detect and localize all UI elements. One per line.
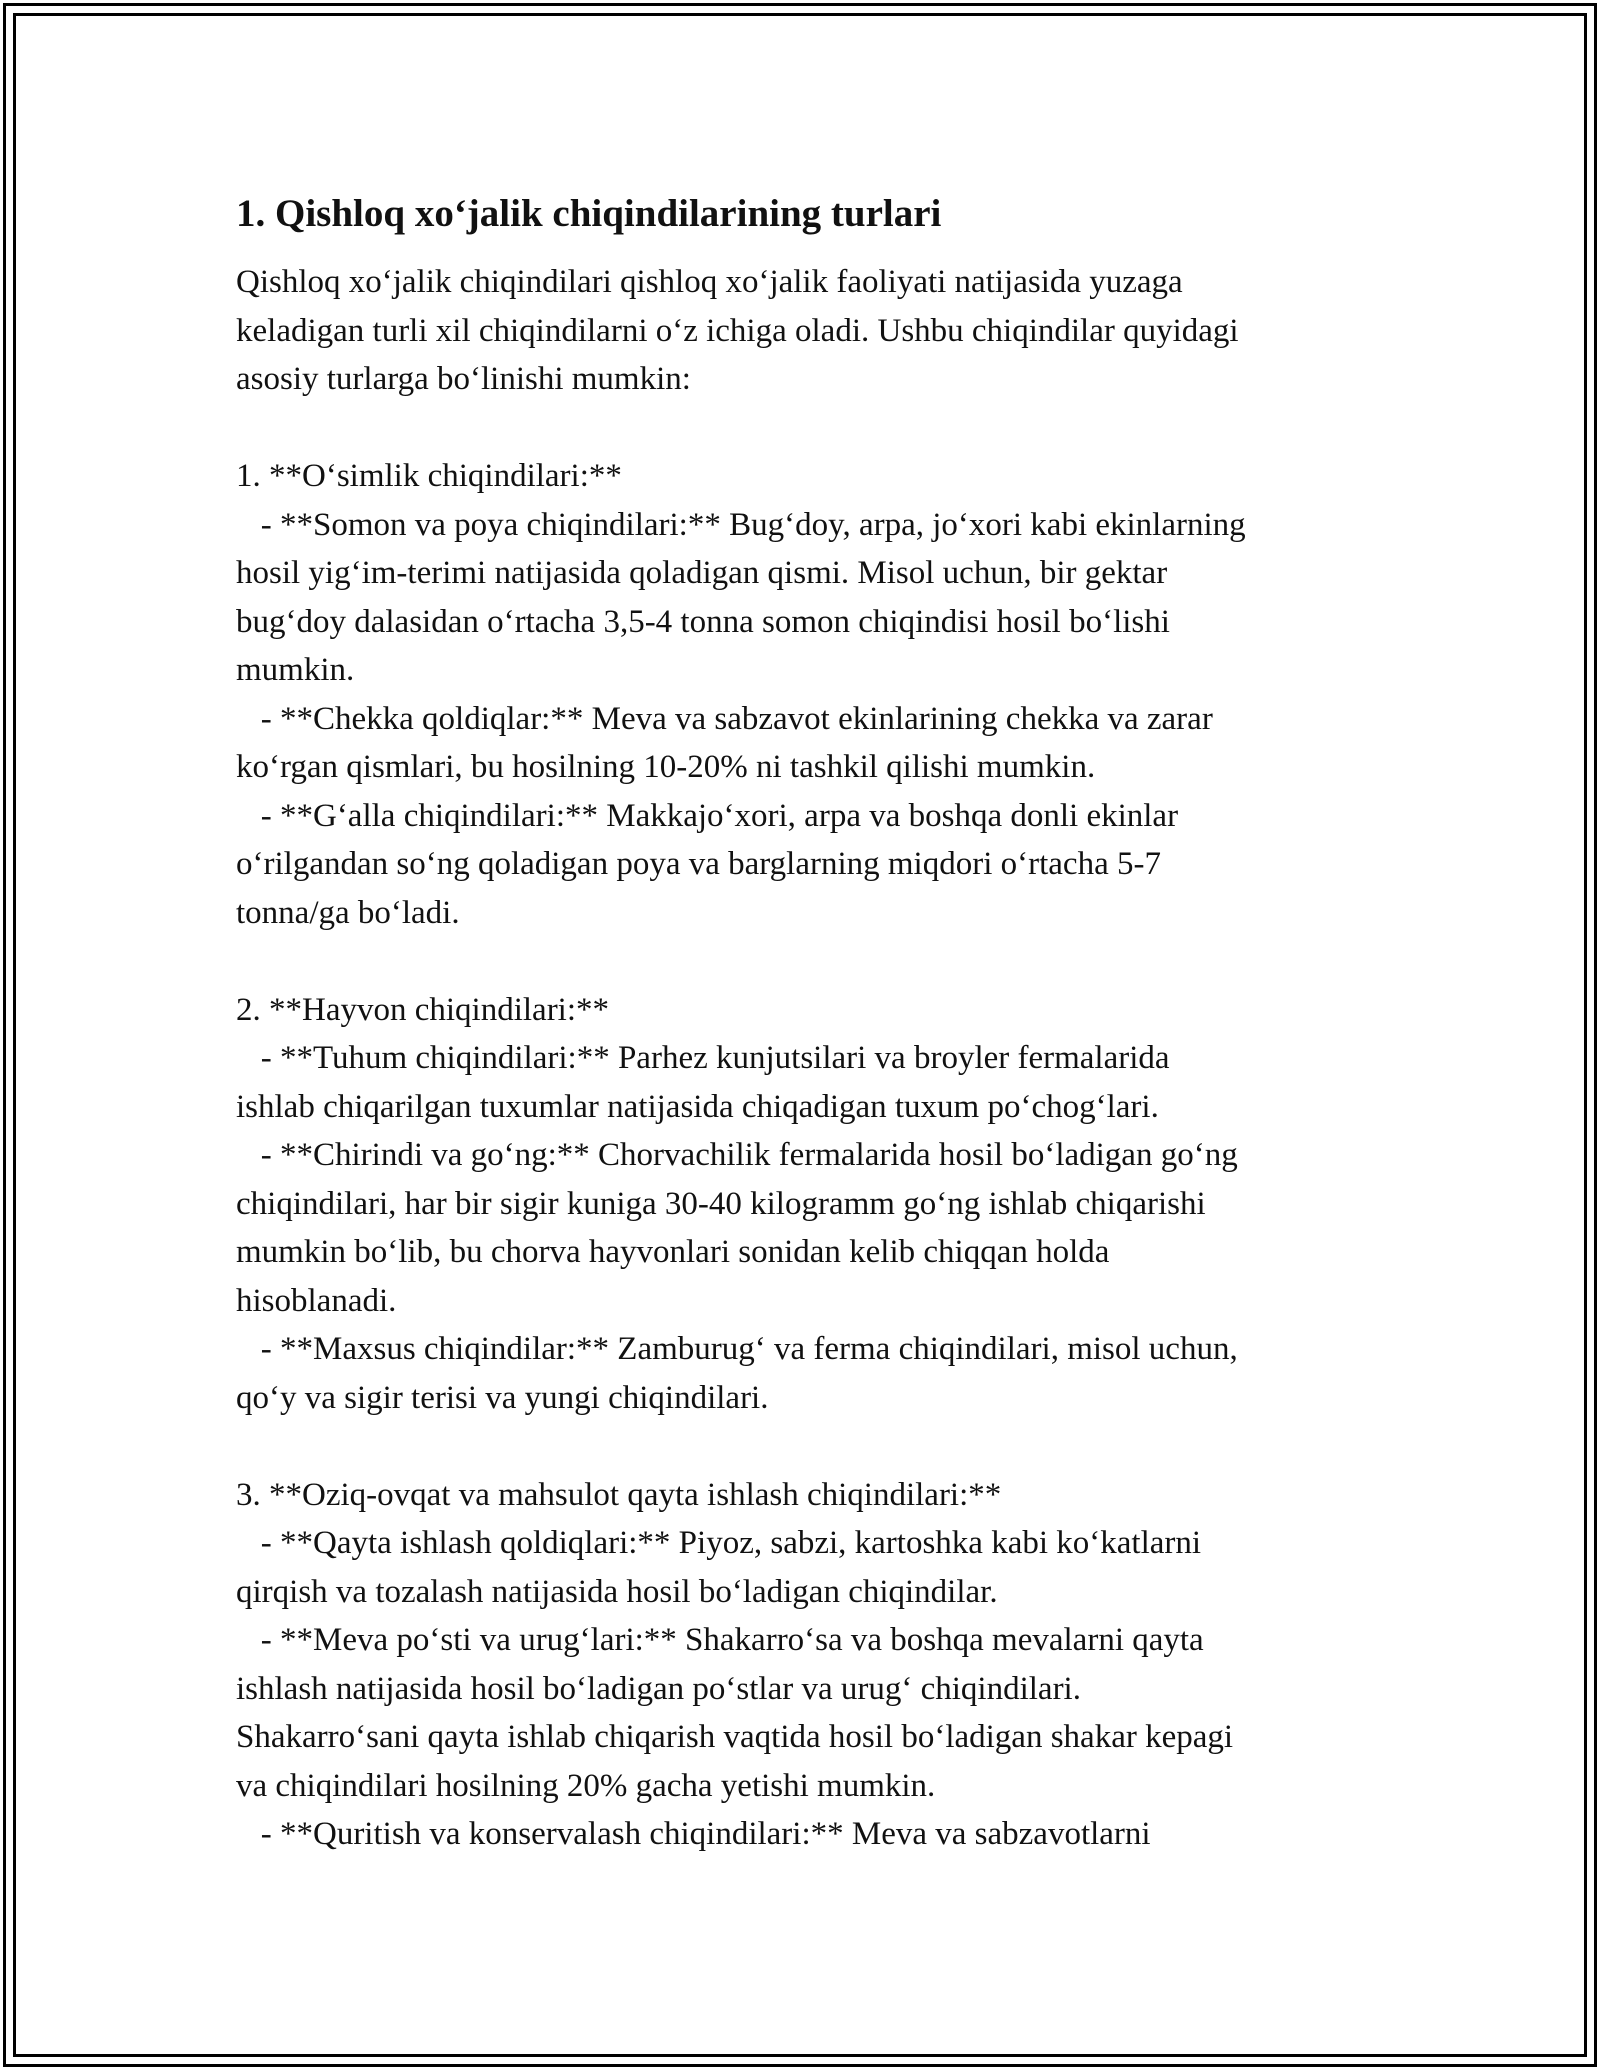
text-line: qirqish va tozalash natijasida hosil bo‘ladigan chiqindilar. <box>236 1573 998 1610</box>
text-line: qo‘y va sigir terisi va yungi chiqindilari. <box>236 1379 769 1416</box>
text-line: - **Qayta ishlash qoldiqlari:** Piyoz, sabzi, kartoshka kabi ko‘katlarni <box>236 1525 1202 1561</box>
text-line: o‘rilgandan so‘ng qoladigan poya va barglarning miqdori o‘rtacha 5-7 <box>236 846 1161 882</box>
blank-line <box>236 404 1386 453</box>
document-text <box>236 258 1386 1859</box>
text-line: bug‘doy dalasidan o‘rtacha 3,5-4 tonna somon chiqindisi hosil bo‘lishi <box>236 603 1170 640</box>
text-line: ishlab chiqarilgan tuxumlar natijasida chiqadigan tuxum po‘chog‘lari. <box>236 1088 1159 1125</box>
text-line: ishlash natijasida hosil bo‘ladigan po‘stlar va urug‘ chiqindilari. <box>236 1670 1081 1707</box>
text-line: va chiqindilari hosilning 20% gacha yetishi mumkin. <box>236 1767 936 1804</box>
text-line: hosil yig‘im-terimi natijasida qoladigan qismi. Misol uchun, bir gektar <box>236 555 1168 591</box>
text-line: - **Tuhum chiqindilari:** Parhez kunjutsilari va broyler fermalarida <box>236 1040 1170 1076</box>
text-line: mumkin bo‘lib, bu chorva hayvonlari sonidan kelib chiqqan holda <box>236 1234 1110 1270</box>
text-line: keladigan turli xil chiqindilarni o‘z ichiga oladi. Ushbu chiqindilar quyidagi <box>236 312 1239 349</box>
text-line: asosiy turlarga bo‘linishi mumkin: <box>236 361 691 397</box>
text-line: - **Maxsus chiqindilar:** Zamburug‘ va ferma chiqindilari, misol uchun, <box>236 1331 1238 1367</box>
blank-line <box>236 937 1386 986</box>
text-line: 2. **Hayvon chiqindilari:** <box>236 991 610 1028</box>
text-line: hisoblanadi. <box>236 1282 397 1319</box>
text-line: Shakarro‘sani qayta ishlab chiqarish vaqtida hosil bo‘ladigan shakar kepagi <box>236 1719 1234 1755</box>
text-line: Qishloq xo‘jalik chiqindilari qishloq xo‘jalik faoliyati natijasida yuzaga <box>236 264 1183 300</box>
text-line: - **Somon va poya chiqindilari:** Bug‘doy, arpa, jo‘xori kabi ekinlarning <box>236 506 1246 543</box>
text-line: mumkin. <box>236 652 355 688</box>
blank-line <box>236 1422 1386 1471</box>
text-line: - **Chekka qoldiqlar:** Meva va sabzavot ekinlarining chekka va zarar <box>236 700 1213 737</box>
document-body <box>236 190 1386 1859</box>
text-line: - **G‘alla chiqindilari:** Makkajo‘xori, arpa va boshqa donli ekinlar <box>236 797 1179 834</box>
text-line: chiqindilari, har bir sigir kuniga 30-40 kilogramm go‘ng ishlab chiqarishi <box>236 1185 1206 1222</box>
text-line: 1. **O‘simlik chiqindilari:** <box>236 458 622 494</box>
text-line: - **Quritish va konservalash chiqindilari:** Meva va sabzavotlarni <box>236 1816 1151 1852</box>
section-heading: 1. Qishloq xo‘jalik chiqindilarining turlari <box>236 192 942 235</box>
text-line: - **Meva po‘sti va urug‘lari:** Shakarro‘sa va boshqa mevalarni qayta <box>236 1622 1204 1658</box>
text-line: - **Chirindi va go‘ng:** Chorvachilik fermalarida hosil bo‘ladigan go‘ng <box>236 1137 1238 1173</box>
text-line: 3. **Oziq-ovqat va mahsulot qayta ishlash chiqindilari:** <box>236 1476 1002 1513</box>
text-line: tonna/ga bo‘ladi. <box>236 894 460 931</box>
text-line: ko‘rgan qismlari, bu hosilning 10-20% ni tashkil qilishi mumkin. <box>236 749 1096 785</box>
